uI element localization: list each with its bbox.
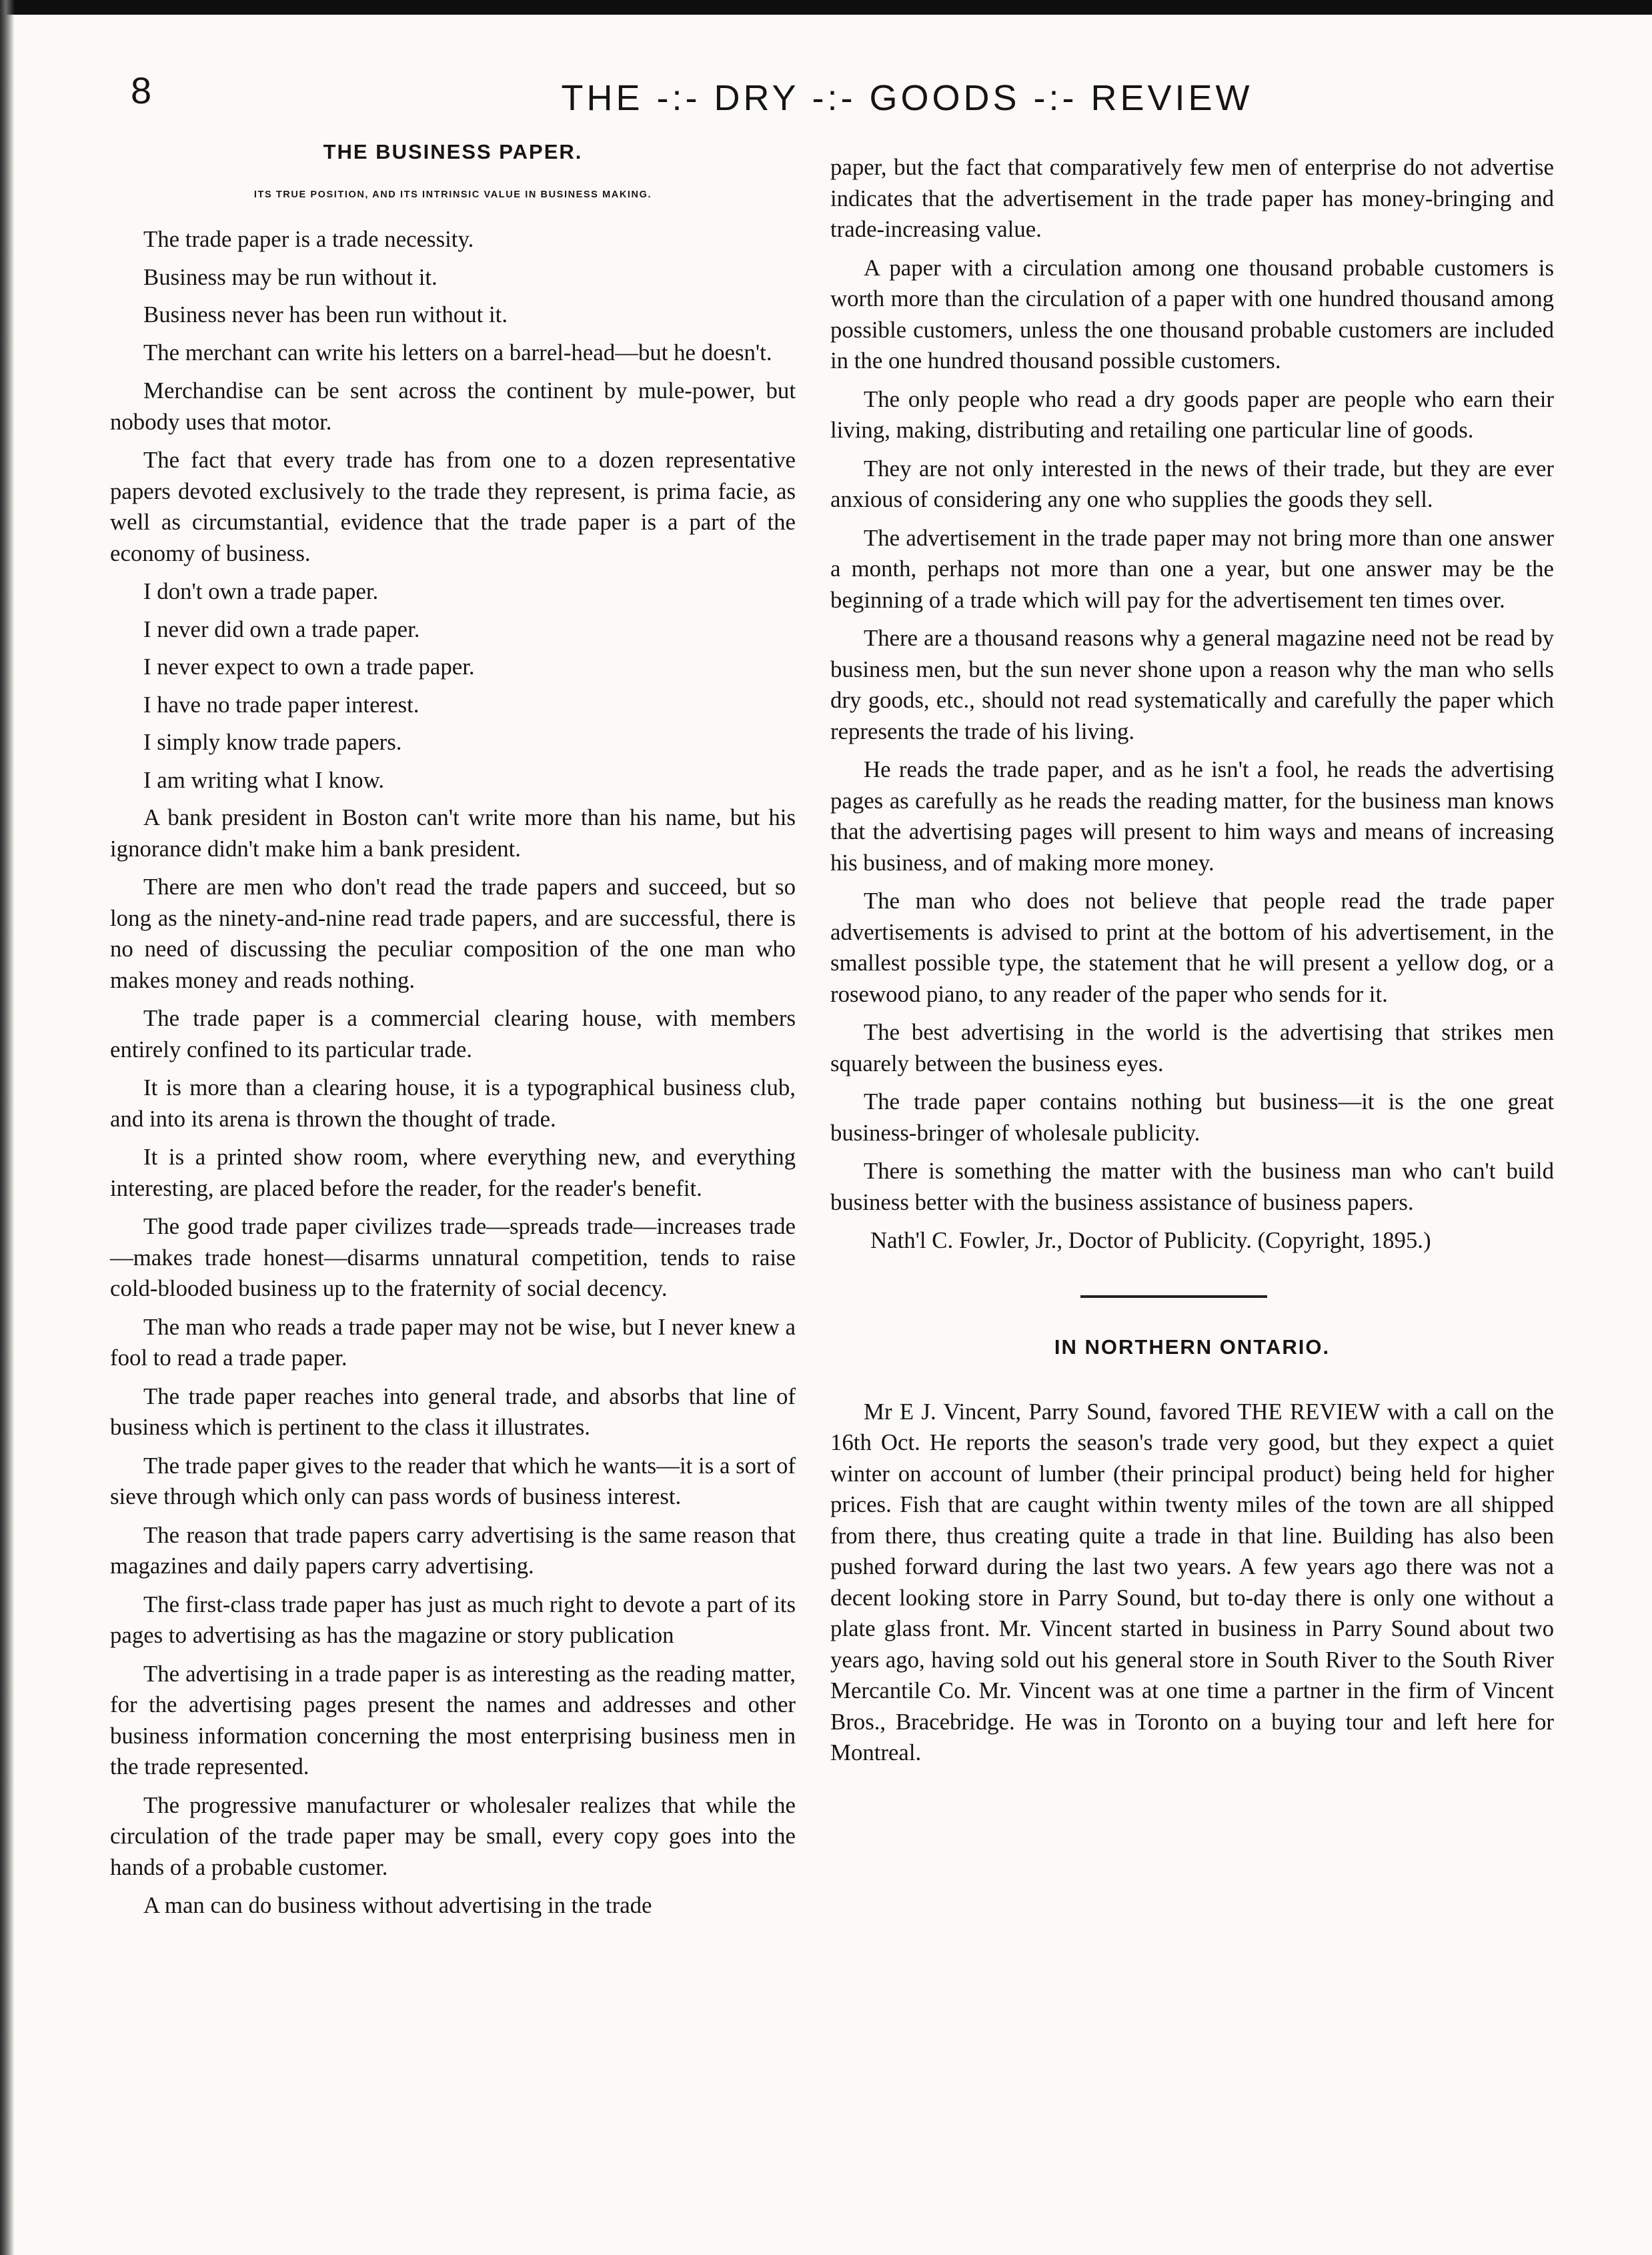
paragraph: I simply know trade papers. [143, 729, 402, 755]
paragraph: The best advertising in the world is the advertising that strikes men squarely between the business eyes. [830, 1019, 1554, 1076]
paragraph: A paper with a circulation among one thousand probable customers is worth more than the circulation of a paper with one hundred thousand among possible customers, unless the one thousand probable customers are included in the one hundred thousand possible customers. [830, 254, 1554, 373]
author-signature: Nath'l C. Fowler, Jr., Doctor of Publicity. (Copyright, 1895.) [870, 1227, 1431, 1253]
article-title-business-paper: THE BUSINESS PAPER. [323, 140, 583, 163]
left-column [110, 140, 796, 1929]
paragraph: A bank president in Boston can't write more than his name, but his ignorance didn't make him a bank president. [110, 804, 796, 862]
paragraph: I have no trade paper interest. [143, 691, 420, 718]
paragraph: The only people who read a dry goods paper are people who earn their living, making, distributing and retailing one particular line of goods. [830, 386, 1554, 443]
paragraph: The advertising in a trade paper is as interesting as the reading matter, for the advertising pages present the names and addresses and other business information concerning the most enterprising business men in the trade represented. [110, 1660, 796, 1779]
paragraph: The first-class trade paper has just as much right to devote a part of its pages to advertising as has the magazine or story publication [110, 1591, 796, 1648]
paragraph: The fact that every trade has from one to a dozen representative papers devoted exclusively to the trade they represent, is prima facie, as well as circumstantial, evidence that the trade paper is a part of the economy of business. [110, 447, 796, 566]
section-divider [1080, 1295, 1267, 1298]
paragraph-continued: paper, but the fact that comparatively few men of enterprise do not advertise indicates that the advertisement in the trade paper has money-bringing and trade-increasing value. [830, 154, 1554, 242]
paragraph: The trade paper reaches into general trade, and absorbs that line of business which is pertinent to the class it illustrates. [110, 1383, 796, 1440]
paragraph: The advertisement in the trade paper may not bring more than one answer a month, perhaps not more than one a year, but one answer may be the beginning of a trade which will pay for the advertisement ten times over. [830, 524, 1554, 613]
paragraph: It is a printed show room, where everything new, and everything interesting, are placed before the reader, for the reader's benefit. [110, 1144, 796, 1201]
paragraph: I never expect to own a trade paper. [143, 654, 475, 680]
running-head: THE -:- DRY -:- GOODS -:- REVIEW [561, 78, 1253, 118]
paragraph: The reason that trade papers carry advertising is the same reason that magazines and daily papers carry advertising. [110, 1521, 796, 1579]
paragraph: The trade paper is a commercial clearing house, with members entirely confined to its particular trade. [110, 1005, 796, 1062]
scan-left-edge [0, 0, 15, 2255]
paragraph: I am writing what I know. [143, 766, 385, 793]
paragraph: The trade paper gives to the reader that which he wants—it is a sort of sieve through which only can pass words of business interest. [110, 1452, 796, 1509]
paragraph: The trade paper is a trade necessity. [143, 226, 474, 252]
paragraph: Business never has been run without it. [143, 301, 508, 327]
paragraph: The merchant can write his letters on a barrel-head—but he doesn't. [143, 339, 772, 365]
paragraph: There are a thousand reasons why a general magazine need not be read by business men, but the sun never shone upon a reason why the man who sells dry goods, etc., should not read systematically and carefully the paper which represents the trade of his living. [830, 625, 1554, 744]
paragraph: The man who does not believe that people read the trade paper advertisements is advised to print at the bottom of his advertisement, in the smallest possible type, the statement that he will present a yellow dog, or a rosewood piano, to any reader of the paper who sends for it. [830, 888, 1554, 1007]
paragraph: The good trade paper civilizes trade—spreads trade—increases trade—makes trade honest—disarms unnatural competition, tends to raise cold-blooded business up to the fraternity of social decency. [110, 1213, 796, 1301]
article-body: Mr E J. Vincent, Parry Sound, favored THE REVIEW with a call on the 16th Oct. He reports the season's trade very good, but they expect a quiet winter on account of lumber (their principal product) being held for higher prices. Fish that are caught within twenty miles of the town are all shipped from there, thus creating quite a trade in that line. Building has also been pushed forward during the last two years. A few years ago there was not a decent looking store in Parry Sound, but to-day there is only one without a plate glass front. Mr. Vincent started in business in Parry Sound about two years ago, having sold out his general store in South River to the South River Mercantile Co. Mr. Vincent was at one time a partner in the firm of Vincent Bros., Bracebridge. He was in Toronto on a buying tour and left here for Montreal. [830, 1398, 1554, 1765]
paragraph: The trade paper contains nothing but business—it is the one great business-bringer of wholesale publicity. [830, 1088, 1554, 1146]
article-title-northern-ontario: IN NORTHERN ONTARIO. [1054, 1335, 1331, 1359]
paragraph: It is more than a clearing house, it is a typographical business club, and into its arena is thrown the thought of trade. [110, 1074, 796, 1132]
paragraph: There are men who don't read the trade papers and succeed, but so long as the ninety-and-nine read trade papers, and are successful, there is no need of discussing the peculiar composition of the one man who makes money and reads nothing. [110, 874, 796, 993]
paragraph: There is something the matter with the business man who can't build business better with the business assistance of business papers. [830, 1158, 1554, 1215]
paragraph: The progressive manufacturer or wholesaler realizes that while the circulation of the trade paper may be small, every copy goes into the hands of a probable customer. [110, 1791, 796, 1880]
paragraph: They are not only interested in the news of their trade, but they are ever anxious of considering any one who supplies the goods they sell. [830, 455, 1554, 512]
paragraph: I don't own a trade paper. [143, 578, 379, 604]
right-column [830, 152, 1554, 1776]
page-number: 8 [131, 69, 152, 111]
paragraph: He reads the trade paper, and as he isn't a fool, he reads the advertising pages as carefully as he reads the reading matter, for the business man knows that the advertising pages will present to him ways and means of increasing his business, and of making more money. [830, 756, 1554, 876]
article-subtitle: ITS TRUE POSITION, AND ITS INTRINSIC VALUE IN BUSINESS MAKING. [253, 189, 652, 200]
paragraph: A man can do business without advertising in the trade [143, 1892, 652, 1918]
paragraph: Business may be run without it. [143, 263, 438, 290]
scan-top-edge [0, 0, 1652, 15]
paragraph: I never did own a trade paper. [143, 616, 420, 642]
paragraph: The man who reads a trade paper may not be wise, but I never knew a fool to read a trade paper. [110, 1313, 796, 1371]
paragraph: Merchandise can be sent across the continent by mule-power, but nobody uses that motor. [110, 378, 796, 435]
